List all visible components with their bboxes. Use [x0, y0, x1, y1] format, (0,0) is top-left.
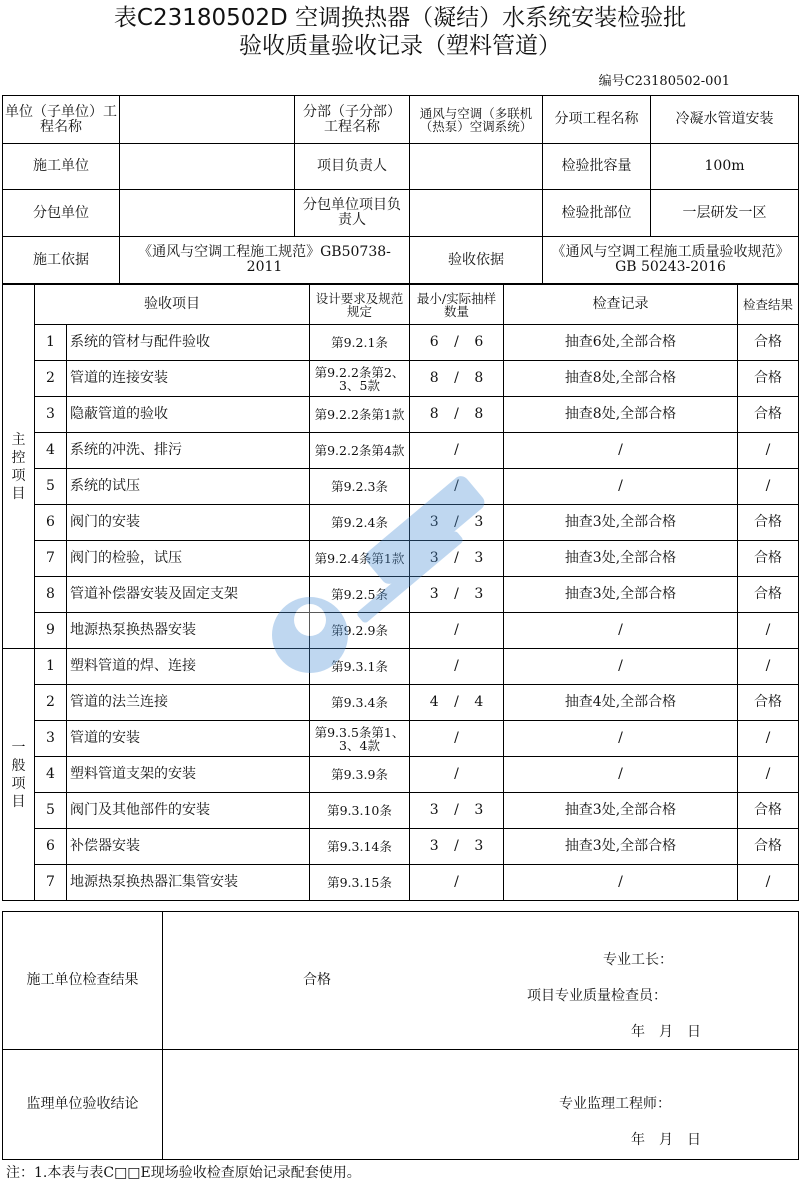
table-row: [3, 685, 799, 721]
sample-actual: 3: [474, 586, 484, 602]
check-record: 抽查6处,全部合格: [504, 325, 738, 361]
item-name: 系统的试压: [67, 469, 310, 505]
sample-sep: /: [454, 622, 459, 638]
subitem-value: 冷凝水管道安装: [651, 96, 799, 144]
row-number: 7: [35, 865, 67, 901]
division-value: 通风与空调（多联机（热泵）空调系统）: [410, 96, 543, 144]
supervision-date: 年 月 日: [631, 1131, 701, 1148]
spec-reference: 第9.3.10条: [310, 793, 410, 829]
col-item-header: 验收项目: [35, 285, 310, 325]
table-row: [3, 433, 799, 469]
sample-min: 3: [429, 514, 439, 530]
spec-reference: 第9.3.15条: [310, 865, 410, 901]
item-name: 管道的安装: [67, 721, 310, 757]
col-sample-header: 最小/实际抽样数量: [410, 285, 504, 325]
page-subtitle: 验收质量验收记录（塑料管道）: [239, 33, 561, 59]
check-record: 抽查3处,全部合格: [504, 541, 738, 577]
col-spec-header: 设计要求及规范规定: [310, 285, 410, 325]
sample-min: 3: [429, 586, 439, 602]
sample-sep: /: [454, 658, 459, 674]
sample-count: [410, 505, 504, 541]
sample-count: [410, 685, 504, 721]
sample-min: 3: [429, 802, 439, 818]
spec-reference: 第9.3.4条: [310, 685, 410, 721]
spec-reference: 第9.2.2条第4款: [310, 433, 410, 469]
subitem-label: 分项工程名称: [543, 96, 651, 144]
capacity-value: 100m: [651, 144, 799, 190]
check-result: /: [738, 757, 799, 793]
row-number: 7: [35, 541, 67, 577]
sample-min: 4: [429, 694, 439, 710]
item-name: 管道补偿器安装及固定支架: [67, 577, 310, 613]
sample-actual: 8: [474, 370, 484, 386]
sample-sep: /: [454, 334, 459, 350]
check-result: 合格: [738, 361, 799, 397]
check-record: 抽查8处,全部合格: [504, 361, 738, 397]
item-name: 地源热泵换热器安装: [67, 613, 310, 649]
construction-check-content: [163, 912, 799, 1050]
item-name: 塑料管道支架的安装: [67, 757, 310, 793]
signature-table: [2, 911, 799, 1160]
item-name: 隐蔽管道的验收: [67, 397, 310, 433]
col-result-header: 检查结果: [738, 285, 799, 325]
subcontractor-label: 分包单位: [3, 190, 120, 237]
acceptance-basis-value: 《通风与空调工程施工质量验收规范》GB 50243-2016: [543, 237, 799, 284]
check-result: /: [738, 721, 799, 757]
sample-min: 8: [429, 370, 439, 386]
spec-reference: 第9.2.3条: [310, 469, 410, 505]
check-result: 合格: [738, 793, 799, 829]
table-row: [3, 613, 799, 649]
col-record-header: 检查记录: [504, 285, 738, 325]
inspection-table: [2, 284, 799, 901]
inspector-label: 项目专业质量检查员：: [527, 987, 667, 1004]
constructor-value: [120, 144, 295, 190]
manager-label: 项目负责人: [295, 144, 410, 190]
check-record: 抽查3处,全部合格: [504, 505, 738, 541]
check-record: 抽查3处,全部合格: [504, 793, 738, 829]
table-row: [3, 577, 799, 613]
item-name: 管道的连接安装: [67, 361, 310, 397]
item-name: 阀门及其他部件的安装: [67, 793, 310, 829]
sample-count: [410, 469, 504, 505]
supervision-engineer-label: 专业监理工程师：: [559, 1095, 671, 1112]
sample-sep: /: [454, 406, 459, 422]
supervision-label: 监理单位验收结论: [3, 1050, 163, 1160]
sample-count: [410, 613, 504, 649]
supervision-content: [163, 1050, 799, 1160]
sample-actual: 3: [474, 802, 484, 818]
table-row: [3, 325, 799, 361]
check-result: /: [738, 433, 799, 469]
table-row: [3, 649, 799, 685]
sample-count: [410, 577, 504, 613]
item-name: 管道的法兰连接: [67, 685, 310, 721]
sub-manager-label: 分包单位项目负责人: [295, 190, 410, 237]
spec-reference: 第9.2.4条: [310, 505, 410, 541]
item-name: 地源热泵换热器汇集管安装: [67, 865, 310, 901]
table-row: [3, 541, 799, 577]
sample-actual: 3: [474, 514, 484, 530]
sample-sep: /: [454, 370, 459, 386]
table-row: [3, 721, 799, 757]
header-table: [2, 95, 799, 284]
row-number: 1: [35, 325, 67, 361]
sample-actual: 3: [474, 838, 484, 854]
sample-count: [410, 865, 504, 901]
sample-sep: /: [454, 478, 459, 494]
check-result: /: [738, 613, 799, 649]
item-name: 塑料管道的焊、连接: [67, 649, 310, 685]
table-row: [3, 757, 799, 793]
subcontractor-value: [120, 190, 295, 237]
item-name: 阀门的检验，试压: [67, 541, 310, 577]
spec-reference: 第9.2.5条: [310, 577, 410, 613]
manager-value: [410, 144, 543, 190]
check-result: 合格: [738, 685, 799, 721]
check-result: 合格: [738, 577, 799, 613]
sample-count: [410, 793, 504, 829]
check-result: 合格: [738, 397, 799, 433]
spec-reference: 第9.2.9条: [310, 613, 410, 649]
sample-count: [410, 361, 504, 397]
sample-sep: /: [454, 766, 459, 782]
sample-actual: 4: [474, 694, 484, 710]
check-result: /: [738, 865, 799, 901]
sample-count: [410, 541, 504, 577]
division-label: 分部（子分部）工程名称: [295, 96, 410, 144]
sample-sep: /: [454, 694, 459, 710]
sample-count: [410, 433, 504, 469]
sample-count: [410, 757, 504, 793]
check-result: 合格: [738, 541, 799, 577]
construction-check-label: 施工单位检查结果: [3, 912, 163, 1050]
sample-count: [410, 397, 504, 433]
row-number: 4: [35, 757, 67, 793]
sample-count: [410, 829, 504, 865]
table-row: [3, 865, 799, 901]
footnote: 注：1.本表与表C□□E现场验收检查原始记录配套使用。: [6, 1165, 361, 1181]
table-row: [3, 361, 799, 397]
check-record: 抽查3处,全部合格: [504, 829, 738, 865]
row-number: 6: [35, 829, 67, 865]
sample-count: [410, 325, 504, 361]
check-record: 抽查4处,全部合格: [504, 685, 738, 721]
check-record: /: [504, 613, 738, 649]
spec-reference: 第9.2.4条第1款: [310, 541, 410, 577]
row-number: 3: [35, 721, 67, 757]
check-result: /: [738, 469, 799, 505]
item-name: 阀门的安装: [67, 505, 310, 541]
construction-date: 年 月 日: [631, 1023, 701, 1040]
sample-sep: /: [454, 514, 459, 530]
item-name: 补偿器安装: [67, 829, 310, 865]
spec-reference: 第9.2.1条: [310, 325, 410, 361]
check-record: /: [504, 721, 738, 757]
sample-count: [410, 649, 504, 685]
sample-min: 8: [429, 406, 439, 422]
row-number: 1: [35, 649, 67, 685]
check-result: /: [738, 649, 799, 685]
spec-reference: 第9.3.9条: [310, 757, 410, 793]
row-number: 5: [35, 469, 67, 505]
check-record: /: [504, 649, 738, 685]
row-number: 6: [35, 505, 67, 541]
sample-actual: 6: [474, 334, 484, 350]
sample-sep: /: [454, 802, 459, 818]
row-number: 3: [35, 397, 67, 433]
page-title: 表C23180502D 空调换热器（凝结）水系统安装检验批: [113, 5, 687, 31]
check-record: 抽查8处,全部合格: [504, 397, 738, 433]
item-name: 系统的冲洗、排污: [67, 433, 310, 469]
table-row: [3, 505, 799, 541]
sample-actual: 8: [474, 406, 484, 422]
check-result: 合格: [738, 325, 799, 361]
sub-manager-value: [410, 190, 543, 237]
unit-label: 单位（子单位）工程名称: [3, 96, 120, 144]
table-row: [3, 469, 799, 505]
sample-min: 3: [429, 838, 439, 854]
table-row: [3, 793, 799, 829]
sample-sep: /: [454, 838, 459, 854]
basis-value: 《通风与空调工程施工规范》GB50738-2011: [120, 237, 410, 284]
sample-actual: 3: [474, 550, 484, 566]
check-record: /: [504, 469, 738, 505]
sample-min: 6: [429, 334, 439, 350]
spec-reference: 第9.3.5条第1、3、4款: [310, 721, 410, 757]
sample-sep: /: [454, 874, 459, 890]
sample-count: [410, 721, 504, 757]
row-number: 2: [35, 361, 67, 397]
basis-label: 施工依据: [3, 237, 120, 284]
row-number: 4: [35, 433, 67, 469]
check-record: /: [504, 865, 738, 901]
check-record: /: [504, 433, 738, 469]
table-row: [3, 397, 799, 433]
sample-sep: /: [454, 550, 459, 566]
spec-reference: 第9.3.14条: [310, 829, 410, 865]
row-number: 2: [35, 685, 67, 721]
table-row: [3, 829, 799, 865]
item-name: 系统的管材与配件验收: [67, 325, 310, 361]
check-result: 合格: [738, 505, 799, 541]
spec-reference: 第9.2.2条第1款: [310, 397, 410, 433]
unit-value: [120, 96, 295, 144]
construction-check-result: 合格: [303, 971, 331, 988]
spec-reference: 第9.2.2条第2、3、5款: [310, 361, 410, 397]
constructor-label: 施工单位: [3, 144, 120, 190]
spec-reference: 第9.3.1条: [310, 649, 410, 685]
row-number: 9: [35, 613, 67, 649]
check-result: 合格: [738, 829, 799, 865]
sample-min: 3: [429, 550, 439, 566]
check-record: 抽查3处,全部合格: [504, 577, 738, 613]
main-control-group-label: 主控项目: [3, 285, 35, 649]
sample-sep: /: [454, 442, 459, 458]
location-label: 检验批部位: [543, 190, 651, 237]
sample-sep: /: [454, 586, 459, 602]
foreman-label: 专业工长：: [603, 951, 673, 968]
row-number: 8: [35, 577, 67, 613]
general-group-label: 一般项目: [3, 649, 35, 901]
document-number: 编号C23180502-001: [598, 74, 730, 89]
row-number: 5: [35, 793, 67, 829]
location-value: 一层研发一区: [651, 190, 799, 237]
sample-sep: /: [454, 730, 459, 746]
capacity-label: 检验批容量: [543, 144, 651, 190]
check-record: /: [504, 757, 738, 793]
acceptance-basis-label: 验收依据: [410, 237, 543, 284]
